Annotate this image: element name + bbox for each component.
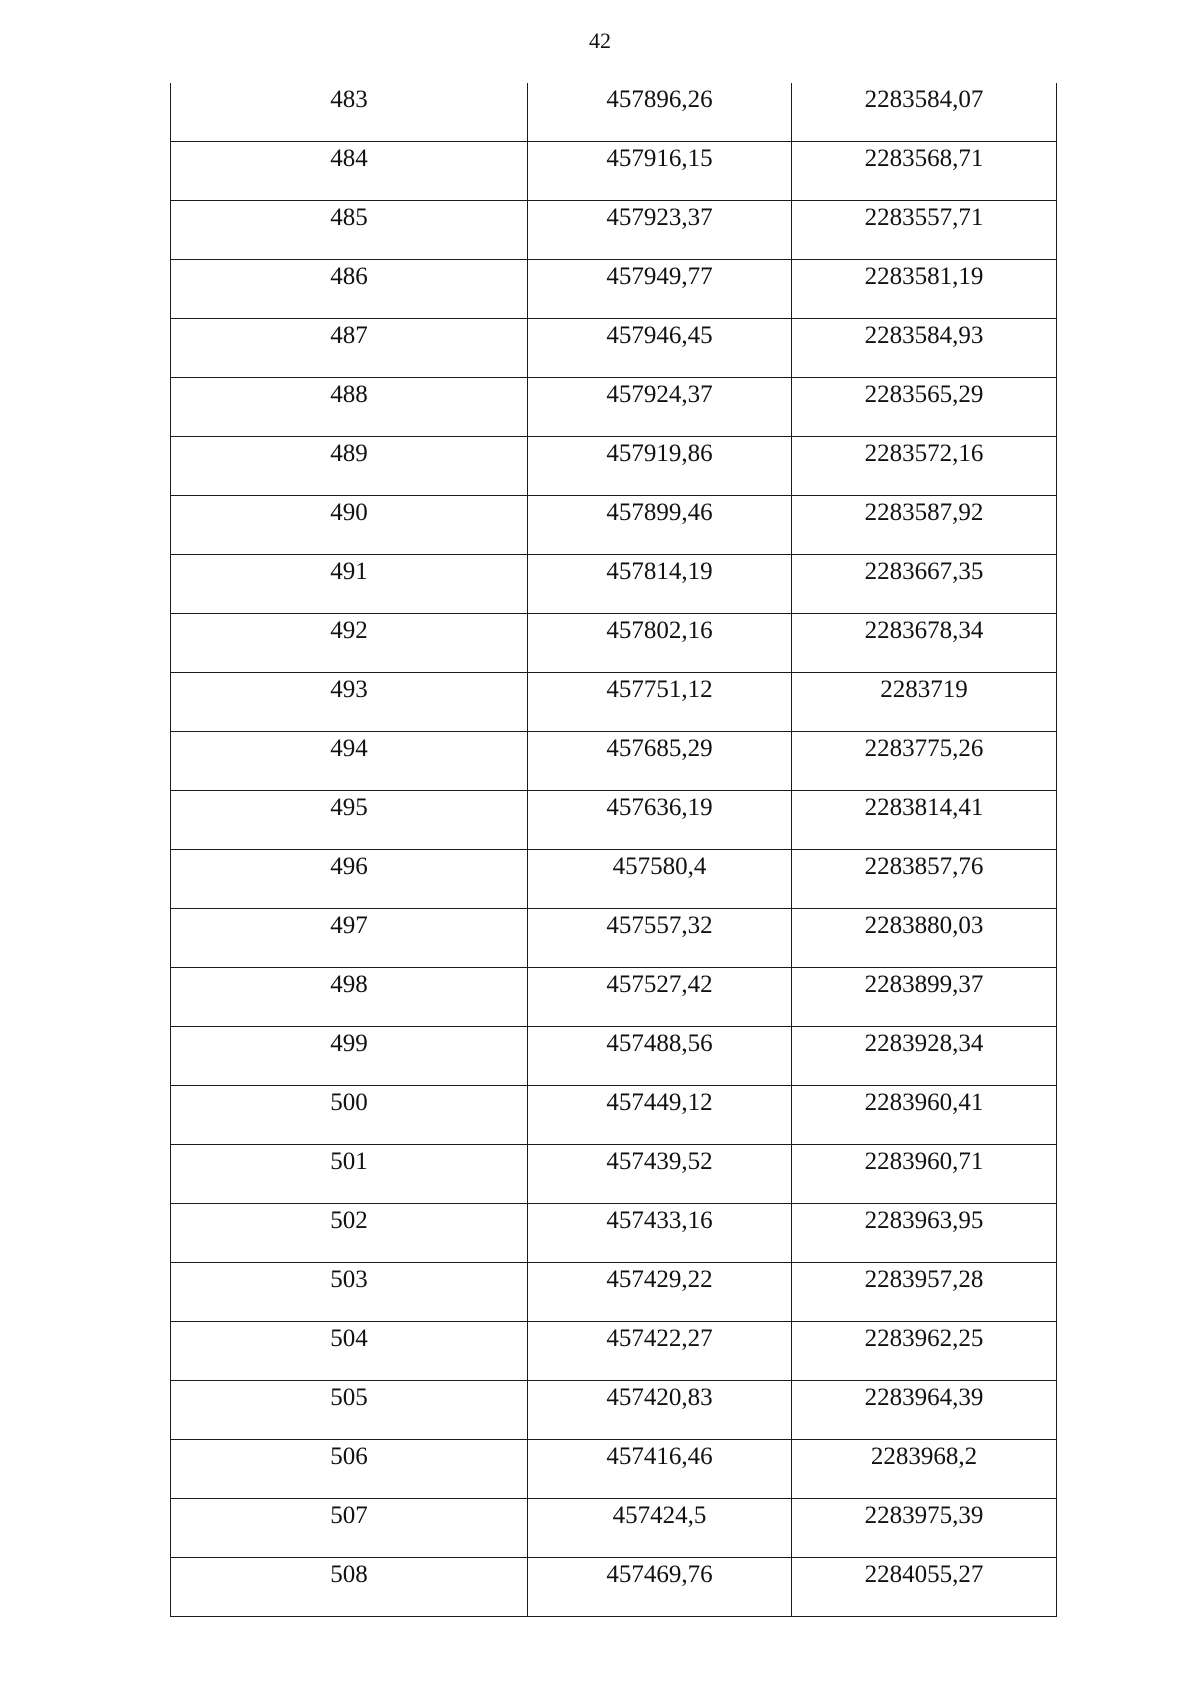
- point-number-cell: 498: [171, 968, 528, 1027]
- table-row: [171, 260, 1057, 319]
- y-coordinate-cell: 2283557,71: [792, 201, 1057, 260]
- point-number-cell: 502: [171, 1204, 528, 1263]
- point-number-cell: 505: [171, 1381, 528, 1440]
- point-number-cell: 493: [171, 673, 528, 732]
- y-coordinate-cell: 2283962,25: [792, 1322, 1057, 1381]
- x-coordinate-cell: 457636,19: [528, 791, 792, 850]
- y-coordinate-cell: 2283572,16: [792, 437, 1057, 496]
- x-coordinate-cell: 457422,27: [528, 1322, 792, 1381]
- y-coordinate-cell: 2283957,28: [792, 1263, 1057, 1322]
- x-coordinate-cell: 457488,56: [528, 1027, 792, 1086]
- y-coordinate-cell: 2283678,34: [792, 614, 1057, 673]
- table-row: [171, 791, 1057, 850]
- y-coordinate-cell: 2283584,07: [792, 83, 1057, 142]
- point-number-cell: 484: [171, 142, 528, 201]
- table-row: [171, 1145, 1057, 1204]
- point-number-cell: 492: [171, 614, 528, 673]
- point-number-cell: 496: [171, 850, 528, 909]
- point-number-cell: 508: [171, 1558, 528, 1617]
- y-coordinate-cell: 2283960,41: [792, 1086, 1057, 1145]
- x-coordinate-cell: 457923,37: [528, 201, 792, 260]
- y-coordinate-cell: 2283568,71: [792, 142, 1057, 201]
- x-coordinate-cell: 457751,12: [528, 673, 792, 732]
- y-coordinate-cell: 2283587,92: [792, 496, 1057, 555]
- y-coordinate-cell: 2283814,41: [792, 791, 1057, 850]
- x-coordinate-cell: 457580,4: [528, 850, 792, 909]
- x-coordinate-cell: 457420,83: [528, 1381, 792, 1440]
- table-row: [171, 1027, 1057, 1086]
- table-row: [171, 614, 1057, 673]
- table-row: [171, 968, 1057, 1027]
- point-number-cell: 490: [171, 496, 528, 555]
- x-coordinate-cell: 457469,76: [528, 1558, 792, 1617]
- y-coordinate-cell: 2284055,27: [792, 1558, 1057, 1617]
- y-coordinate-cell: 2283584,93: [792, 319, 1057, 378]
- y-coordinate-cell: 2283899,37: [792, 968, 1057, 1027]
- y-coordinate-cell: 2283963,95: [792, 1204, 1057, 1263]
- coordinates-table-body: [171, 83, 1057, 1617]
- table-row: [171, 1558, 1057, 1617]
- point-number-cell: 486: [171, 260, 528, 319]
- table-row: [171, 378, 1057, 437]
- table-row: [171, 1440, 1057, 1499]
- x-coordinate-cell: 457896,26: [528, 83, 792, 142]
- point-number-cell: 487: [171, 319, 528, 378]
- table-row: [171, 1263, 1057, 1322]
- point-number-cell: 506: [171, 1440, 528, 1499]
- point-number-cell: 500: [171, 1086, 528, 1145]
- y-coordinate-cell: 2283775,26: [792, 732, 1057, 791]
- x-coordinate-cell: 457949,77: [528, 260, 792, 319]
- x-coordinate-cell: 457916,15: [528, 142, 792, 201]
- x-coordinate-cell: 457899,46: [528, 496, 792, 555]
- y-coordinate-cell: 2283975,39: [792, 1499, 1057, 1558]
- y-coordinate-cell: 2283719: [792, 673, 1057, 732]
- x-coordinate-cell: 457433,16: [528, 1204, 792, 1263]
- page-number: 42: [589, 28, 611, 53]
- y-coordinate-cell: 2283565,29: [792, 378, 1057, 437]
- x-coordinate-cell: 457429,22: [528, 1263, 792, 1322]
- y-coordinate-cell: 2283880,03: [792, 909, 1057, 968]
- table-row: [171, 1322, 1057, 1381]
- table-row: [171, 496, 1057, 555]
- point-number-cell: 495: [171, 791, 528, 850]
- table-row: [171, 437, 1057, 496]
- x-coordinate-cell: 457802,16: [528, 614, 792, 673]
- x-coordinate-cell: 457557,32: [528, 909, 792, 968]
- table-row: [171, 83, 1057, 142]
- point-number-cell: 491: [171, 555, 528, 614]
- coordinates-table: [170, 83, 1057, 1617]
- x-coordinate-cell: 457439,52: [528, 1145, 792, 1204]
- y-coordinate-cell: 2283581,19: [792, 260, 1057, 319]
- table-row: [171, 1204, 1057, 1263]
- y-coordinate-cell: 2283964,39: [792, 1381, 1057, 1440]
- x-coordinate-cell: 457416,46: [528, 1440, 792, 1499]
- table-row: [171, 319, 1057, 378]
- point-number-cell: 504: [171, 1322, 528, 1381]
- point-number-cell: 503: [171, 1263, 528, 1322]
- x-coordinate-cell: 457527,42: [528, 968, 792, 1027]
- point-number-cell: 485: [171, 201, 528, 260]
- x-coordinate-cell: 457424,5: [528, 1499, 792, 1558]
- y-coordinate-cell: 2283968,2: [792, 1440, 1057, 1499]
- point-number-cell: 501: [171, 1145, 528, 1204]
- point-number-cell: 494: [171, 732, 528, 791]
- point-number-cell: 497: [171, 909, 528, 968]
- point-number-cell: 488: [171, 378, 528, 437]
- table-row: [171, 1086, 1057, 1145]
- point-number-cell: 483: [171, 83, 528, 142]
- y-coordinate-cell: 2283857,76: [792, 850, 1057, 909]
- x-coordinate-cell: 457449,12: [528, 1086, 792, 1145]
- x-coordinate-cell: 457814,19: [528, 555, 792, 614]
- x-coordinate-cell: 457685,29: [528, 732, 792, 791]
- point-number-cell: 507: [171, 1499, 528, 1558]
- table-row: [171, 555, 1057, 614]
- y-coordinate-cell: 2283928,34: [792, 1027, 1057, 1086]
- table-row: [171, 909, 1057, 968]
- x-coordinate-cell: 457946,45: [528, 319, 792, 378]
- x-coordinate-cell: 457919,86: [528, 437, 792, 496]
- table-row: [171, 673, 1057, 732]
- table-row: [171, 1499, 1057, 1558]
- point-number-cell: 489: [171, 437, 528, 496]
- x-coordinate-cell: 457924,37: [528, 378, 792, 437]
- point-number-cell: 499: [171, 1027, 528, 1086]
- y-coordinate-cell: 2283960,71: [792, 1145, 1057, 1204]
- table-row: [171, 732, 1057, 791]
- table-row: [171, 142, 1057, 201]
- table-row: [171, 201, 1057, 260]
- y-coordinate-cell: 2283667,35: [792, 555, 1057, 614]
- table-row: [171, 1381, 1057, 1440]
- table-row: [171, 850, 1057, 909]
